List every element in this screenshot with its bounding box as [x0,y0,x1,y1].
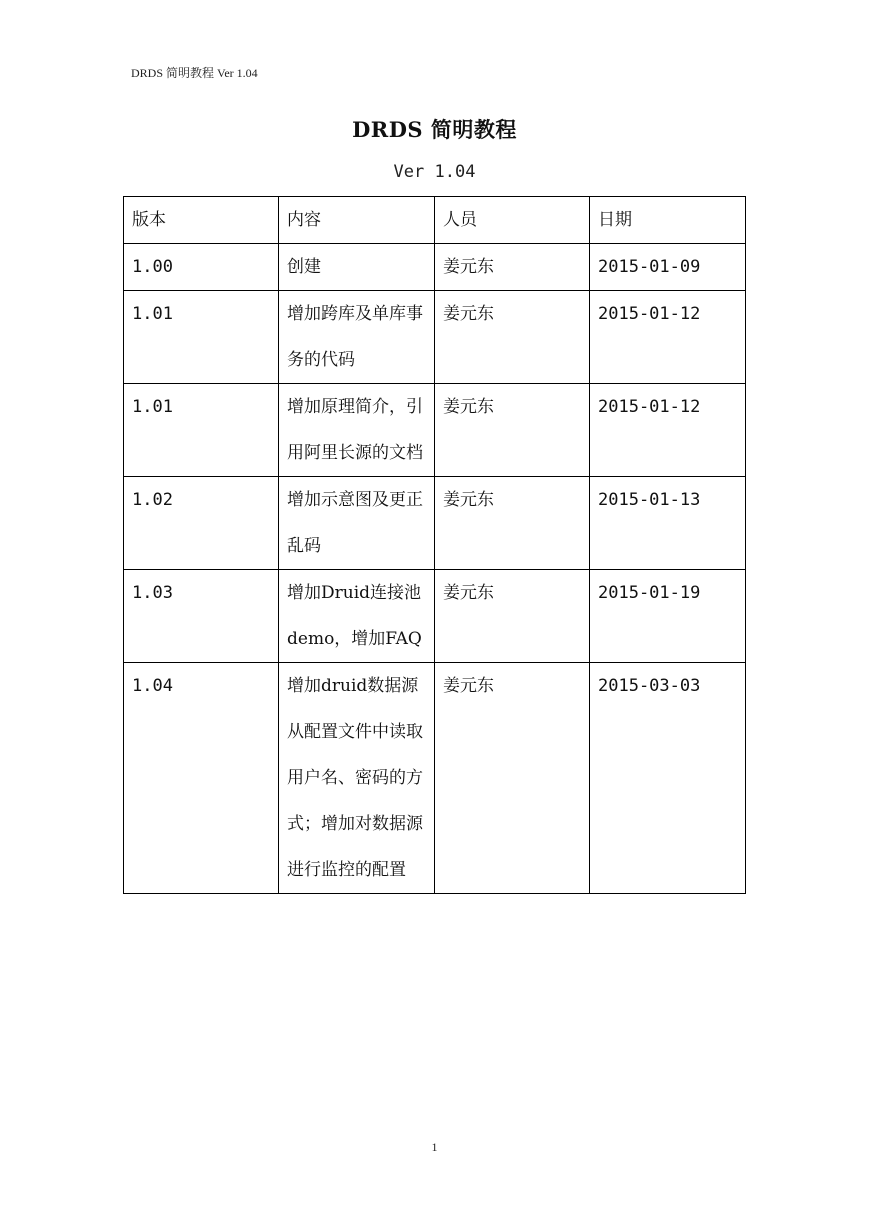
cell-version: 1.01 [124,291,279,384]
cell-date: 2015-01-12 [590,291,746,384]
cell-date: 2015-01-13 [590,477,746,570]
table-header-row [124,197,746,244]
cell-date: 2015-01-12 [590,384,746,477]
cell-content: 增加Druid连接池 demo，增加FAQ [279,570,435,663]
cell-author: 姜元东 [435,244,590,291]
running-header: DRDS 简明教程 Ver 1.04 [131,66,258,80]
cell-content: 创建 [279,244,435,291]
column-header-version: 版本 [124,197,279,244]
cell-author: 姜元东 [435,291,590,384]
cell-content: 增加示意图及更正乱码 [279,477,435,570]
cell-version: 1.01 [124,384,279,477]
cell-content: 增加druid数据源从配置文件中读取用户名、密码的方式；增加对数据源进行监控的配置 [279,663,435,894]
cell-date: 2015-03-03 [590,663,746,894]
column-header-date: 日期 [590,197,746,244]
revision-history-table [123,196,746,894]
column-header-author: 人员 [435,197,590,244]
cell-date: 2015-01-09 [590,244,746,291]
table-row [124,663,746,894]
document-version: Ver 1.04 [393,162,476,182]
table-row [124,291,746,384]
cell-version: 1.00 [124,244,279,291]
document-title: DRDS 简明教程 [352,117,517,142]
cell-author: 姜元东 [435,384,590,477]
table-row [124,384,746,477]
cell-version: 1.03 [124,570,279,663]
cell-content: 增加跨库及单库事务的代码 [279,291,435,384]
table-row [124,477,746,570]
cell-date: 2015-01-19 [590,570,746,663]
cell-author: 姜元东 [435,570,590,663]
table-row [124,570,746,663]
cell-author: 姜元东 [435,663,590,894]
column-header-content: 内容 [279,197,435,244]
table-row [124,244,746,291]
cell-version: 1.02 [124,477,279,570]
cell-version: 1.04 [124,663,279,894]
cell-content: 增加原理简介，引用阿里长源的文档 [279,384,435,477]
cell-author: 姜元东 [435,477,590,570]
page-number: 1 [431,1140,438,1154]
